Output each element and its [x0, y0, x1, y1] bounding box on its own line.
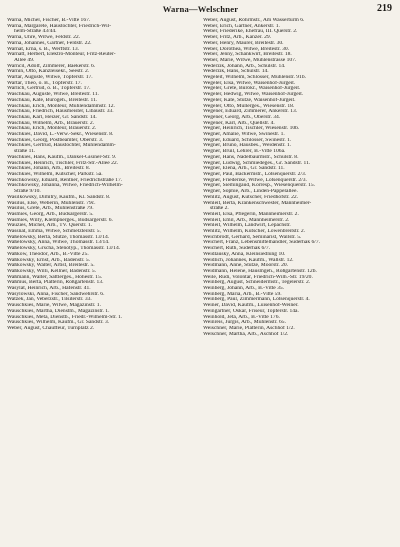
directory-entry: Wassnat, Emma, Witwe, Schmelzteilstr. 5. [7, 229, 101, 235]
left-column [7, 18, 197, 337]
directory-entry: Wegner, Heinrich, Tischler, Wiesenstr. 10b. [203, 126, 300, 132]
directory-entry: Wegeler, Elsa, Witwe, Waisenhof-Jurgeit. [203, 80, 296, 86]
running-head: Warna—Welschner [162, 4, 239, 14]
directory-entry: Weidmann, Helene, Hausmgeh., Roßgartenstr. 12b. [203, 268, 317, 274]
directory-entry: Weichert, Ruth, Süderhak 6/7. [203, 246, 271, 252]
directory-entry: Wehleit, Emil, Arb., Mannheimerstr. 2. [203, 217, 290, 223]
directory-entry: Weber, Fritz, Arb., Kanzer. 29. [203, 35, 272, 41]
directory-entry: Waßkow, Theodor, Arb., B.-Vitte 25. [7, 251, 89, 257]
directory-entry: Wegner, Bruil, Lehrer, B.-Vitte 106a. [203, 149, 286, 155]
directory-entry: Warlich, Gertrud, o. B., Töpferstr. 17. [7, 86, 91, 92]
directory-entry: Wasmies, Georg, Arb., Budsargerstr. 5. [7, 211, 94, 217]
directory-entry: Weiner, David, Kaufm., Luisenhof-Weiner. [203, 303, 299, 309]
directory-entry: Weber, Friederike, Ehefrau, III. Querstr. 2. [203, 29, 298, 35]
directory-entry: Waschkowsky, Johanna, Witwe, Friedrich-Wilhelm- [7, 183, 123, 189]
directory-entry: Waschkau, Erich, Monteur, Mühlendammstr. 12. [7, 103, 115, 109]
directory-entry: Waschkies, David, L.-Verw.-Sekr., Wiesenstr. 8. [7, 132, 114, 138]
directory-entry: Warnatt, Herbert, Elektro-Monteur, Fritz-Reuter- [7, 52, 116, 58]
directory-entry: Weber, August, Rohrmstr., Am Wasserturm 6. [203, 18, 305, 23]
directory-entry: Wauschkies, Meta, Dienstb., Friedr.-Wilhelm-Str. 1. [7, 314, 123, 320]
directory-entry: Wasylowski, Anna, Fischer, Sandwehrstr. 6. [7, 291, 105, 297]
directory-entry: Weischner, Marie, Plätterin, Aschhof 1/2. [203, 325, 295, 331]
directory-entry: Waschkau, Friedrich, Hausmeister, Libaustr. 33. [7, 109, 114, 115]
directory-entry: Waschkies, Georg, Postbeamter, Oberstr. 3. [7, 137, 104, 143]
directory-entry: Wegner, Eduard, Schlosser, Swinestr. 1. [203, 137, 292, 143]
directory-entry: Wegner, Paul, Bäckermstr., Lotsenquerstr. 2/3. [203, 171, 307, 177]
directory-entry: Waßkowsky, Walter, Artist, Breitestr. 5. [7, 263, 95, 269]
directory-entry: Wegner, Hans, Nadelbaurmstr., Schulstr. 8. [203, 154, 299, 160]
directory-entry: Wehlitz, Wilhelm, Kutscher, Löwenbreitstr. 2. [203, 229, 306, 235]
directory-entry: Wegner, Siemingaud, Korresp., Wiesenquerstr. 15. [203, 183, 316, 189]
directory-entry: Wederzik, Hans, Schulstr. 14. [203, 69, 269, 75]
directory-entry: Waßelowsky, Grscha, Stenotyp., Thomasstr. 13/14. [7, 246, 121, 252]
directory-entry-continuation: straße 11. [14, 149, 36, 155]
directory-entry: Weidlich, Johannes, Kaufm., Wallstr. 12. [203, 257, 294, 263]
directory-entry: Weidmann, Anne, Stütze, Moorstr. 20. [203, 263, 289, 269]
directory-entry: Wegner, Elena, Arb., Gr. Sandstr. 11. [203, 166, 285, 172]
directory-entry: Waschkau, Karl, Heizer, Gr. Sandstr. 14. [7, 114, 97, 120]
directory-entry: Weidlausky, Anna, Kleinsiedlung 10. [203, 251, 286, 257]
directory-entry: Waschkies, Heinrich, Tischler, Fritz-Str.-Allee 22. [7, 160, 119, 166]
directory-entry: Waschkies, Wilhelm, Kutscher, Parkstr. 5a. [7, 171, 103, 177]
directory-entry: Waschkies, Hans, Kaufm., Dankel-Gisiner-Str. 9. [7, 154, 117, 160]
directory-entry: Wasylat, Heinrich, Arb., Hafenstr. 41. [7, 286, 91, 292]
directory-entry: Wartar, Auguste, Witwe, Töpferstr. 17. [7, 75, 93, 81]
directory-entry: Wegener, Georg, Arb., Oberstr. 34. [203, 114, 281, 120]
directory-entry: Waßelowsky, Berta, Stütze, Thomasstr. 13/14. [7, 234, 110, 240]
directory-entry: Warna, Margarete, Haustochter, Friedrich-Wil- [7, 23, 112, 29]
directory-entry: Weber, Marie, Witwe, Mühlenstrasse 107. [203, 57, 297, 63]
directory-entry: Waßmann, Walter, Sattlerges., Hohestr. 15. [7, 274, 103, 280]
directory-entry: Weber, Jenny, Schankwirt, Breitestr. 18. [203, 52, 292, 58]
directory-entry-continuation: Straße 9/10. [14, 189, 41, 195]
directory-entry: Wegner, Friederike, Witwe, Lotsenquerstr. 2/3. [203, 177, 307, 183]
directory-entry: Wegeler, Hedwig, Witwe, Waisenhof-Jurgeit. [203, 92, 304, 98]
directory-entry: Wehleit, Wilhelm, Landwirt, Lepachstr. [203, 223, 291, 229]
directory-entry: Waßmus, Berta, Plätterin, Roßgartenstr. 13. [7, 280, 104, 286]
directory-entry: Wehleit, Berta, Krankenschwester, Mannheimer- [203, 200, 312, 206]
directory-entry: Weichert, Franz, Lebensmittelhändler, Süderhak 6/7. [203, 240, 321, 246]
directory-entry: Warnat, Erna, s. B., Werftstr. 13. [7, 46, 80, 52]
directory-entry: Watzek, Jan, Veberzstr., Tilsiterstr. 33. [7, 297, 92, 303]
directory-entry: Weichbrodt, Gerhard, Seminarist, Wallstr. 5. [203, 234, 302, 240]
directory-entry: Wasilkowsky, Dimitry, Kaufm., Kl. Sandstr. 8. [7, 194, 111, 200]
directory-entry-continuation: Allee 49. [14, 57, 35, 63]
directory-entry: Waschkies, Johann, Arb., Breitestr. 8. [7, 166, 91, 172]
directory-entry: Warna, Uhre, Witwe, Feldstr. 22. [7, 35, 81, 41]
directory-entry: Wauschkies, Wilhelm, Kaufm., Gr. Sandstr. 3. [7, 320, 110, 326]
directory-entry: Weinberg, Paul, Zimmermann, Lotsenquerstr. 4. [203, 297, 310, 303]
directory-entry: Waschkau, Wilhelm, Arb., Brauerstr. 2. [7, 120, 95, 126]
directory-entry: Wehlitz, August, Kutscher, Friedhofstr. 22. [203, 194, 299, 200]
page-number: 219 [377, 3, 392, 14]
columns [7, 18, 394, 337]
directory-entry: Weinberg, Maria, Arb., B.-Vitte 59. [203, 291, 282, 297]
directory-entry: Weile, Rudi, Volontar, Friedrich-Wilh.-Str. 19/20. [203, 274, 313, 280]
directory-entry: Weinberg, Johann, Arb., B.-Vitte 35. [203, 286, 285, 292]
directory-entry: Weber, Dorothea, Witwe, Breitestr. 30. [203, 46, 290, 52]
directory-entry: Wegeler, Grete, Bürokr., Waisenhof-Jurgeit. [203, 86, 301, 92]
directory-entry: Weinreis, Jurgis, Arb., Mühlenstr. 65. [203, 320, 286, 326]
directory-entry: Wegner, Sophie, Arb., Linden-Pappelallee. [203, 189, 298, 195]
directory-entry: Weinberg, August, Schneidermstr., Tegelerstr. 2. [203, 280, 311, 286]
directory-entry: Weinhold, Jeta, Arb., B.-Vitte 176. [203, 314, 280, 320]
directory-entry: Wartar, Theo, o. B., Töpferstr. 17. [7, 80, 82, 86]
directory-entry: Wegener, Karl, Arb., Quellstr. 4. [203, 120, 275, 126]
directory-entry: Waschkau, Käte, Bürogeh., Breitestr. 11. [7, 97, 98, 103]
directory-entry: Wegeler, Käte, Stütze, Waisenhof-Jurgeit. [203, 97, 296, 103]
directory-entry: Wederzik, Johann, Arb., Schulstr. 14. [203, 63, 286, 69]
directory-entry: Wasilus, Else, Weberin, Mühlenstr. 79c. [7, 200, 96, 206]
directory-entry-continuation: helm-Straße 43/44. [14, 29, 57, 35]
page-header [7, 4, 394, 16]
directory-entry: Wegner, Amalie, Witwe, Swinestr. 1. [203, 132, 285, 138]
directory-entry: Waßkowsky, Willi, Kellner, Badenstr. 5. [7, 268, 97, 274]
directory-entry: Wasmies, Willy, Klempnerges., Budsargerstr. 6. [7, 217, 113, 223]
directory-entry: Wauschkies, Martha, Dienstm., Magazinstr. 1. [7, 308, 110, 314]
directory-entry: Waschkowsky, Eduard, Rentner, Friedrichstraße 17. [7, 177, 123, 183]
directory-entry: Weber, Henry, Maurer, Breitestr. 30. [203, 40, 284, 46]
directory-entry: Waschkau, Auguste, Witwe, Breitestr. 11. [7, 92, 99, 98]
directory-entry: Weber, August, Chauffeur, Turnplatz 2. [7, 325, 95, 331]
directory-entry: Waschkau, Erich, Monteur, Brauerstr. 2. [7, 126, 97, 132]
directory-entry: Waßkowsky, Ernst, Arb., Badenstr. 5. [7, 257, 91, 263]
directory-entry: Warna, Michel, Fischer, B.-Vitte 167. [7, 18, 91, 23]
directory-entry: Weber, Erich, Gärtner, Ankerstr. 1. [203, 23, 280, 29]
directory-entry: Wasilus, Grete, Arb., Mühlenstraße 79. [7, 206, 94, 212]
directory-entry: Wehleit, Elsa, Pflegerin, Mannheimerstr. 2. [203, 211, 299, 217]
directory-entry: Welschner, Martha, Arb., Aschhof 1/2. [203, 331, 289, 337]
directory-entry: Wegeleit, Wilhelm, Schlosser, Mühlenstr. 91b. [203, 75, 306, 81]
directory-entry: Warnin, Otto, Kanzleisekr., Seestr. 2. [7, 69, 90, 75]
right-column [203, 18, 393, 337]
directory-entry: Wegner, Ludwig, Schmiedeges., Gr. Sandstr. 11. [203, 160, 311, 166]
directory-entry: Warna, Johannes, Gärtner, Feldstr. 22. [7, 40, 92, 46]
directory-entry: Wegener, Eduard, Zimmerer, Ankerstr. 13. [203, 109, 298, 115]
directory-entry: Warncil, Adolf, Zimmerer, Baekerstr. 6. [7, 63, 96, 69]
directory-entry: Waßelowsky, Anna, Witwe, Thomasstr. 13/14. [7, 240, 110, 246]
directory-entry: Weingärtner, Oskar, Friseur, Topferstr. 14a. [203, 308, 299, 314]
directory-entry: Wauschkies, Marie, Witwe, Magazinstr. 1. [7, 303, 101, 309]
directory-entry: Wegeler, Otto, Müllerges., Wiesenstr. 18. [203, 103, 295, 109]
directory-entry: Wegner, Bruno, Hausbes., Weidenstr. 1. [203, 143, 292, 149]
directory-entry: Wauzies, Michel, Arb., TV. Querstr. 1. [7, 223, 93, 229]
directory-entry: Waschkies, Gertrud, Haustochter, Mühlendamm- [7, 143, 116, 149]
directory-entry-continuation: straße 2. [210, 206, 229, 212]
